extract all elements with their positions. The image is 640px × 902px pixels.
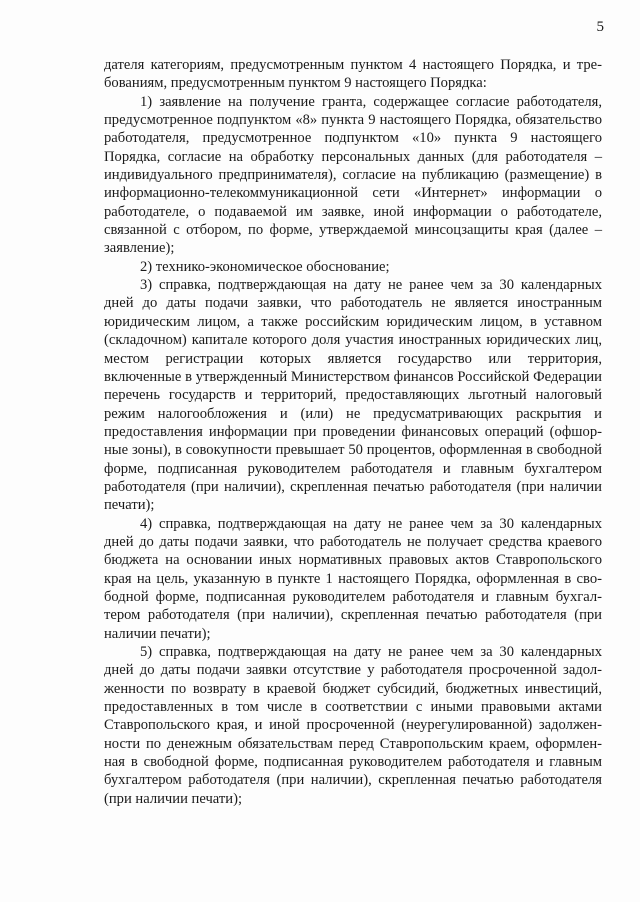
- paragraph-item-4: 4) справка, подтверждающая на дату не ранее чем за 30 календарных дней до даты подачи заявки, что работодатель не получает средства краевого бюджета на основании иных нормативных правовых актов Ставропольского края на цель, указанную в пункте 1 настоящего Порядка, оформленная в свободной форме, подписанная руководителем работодателя и главным бухгалтером работодателя (при наличии), скрепленная печатью работодателя (при наличии печати);: [104, 515, 602, 642]
- paragraph-item-5: 5) справка, подтверждающая на дату не ранее чем за 30 календарных дней до даты подачи заявки отсутствие у работодателя просроченной задолженности по возврату в краевой бюджет субсидий, бюджетных инвестиций, предоставленных в том числе в соответствии с иными правовыми актами Ставропольского края, и иной просроченной (неурегулированной) задолженности по денежным обязательствам перед Ставропольским краем, оформленная в свободной форме, подписанная руководителем работодателя и главным бухгалтером работодателя (при наличии), скрепленная печатью работодателя (при наличии печати);: [104, 644, 602, 807]
- paragraph-continuation: дателя категориям, предусмотренным пунктом 4 настоящего Порядка, и требованиям, предусмотренным пунктом 9 настоящего Порядка:: [104, 57, 602, 92]
- paragraph-item-3: 3) справка, подтверждающая на дату не ранее чем за 30 календарных дней до даты подачи заявки, что работодатель не является иностранным юридическим лицом, а также российским юридическим лицом, в уставном (складочном) капитале которого доля участия иностранных юридических лиц, местом регистрации которых является государство или территория, включенные в утвержденный Министерством финансов Российской Федерации перечень государств и территорий, предоставляющих льготный налоговый режим налогообложения и (или) не предусматривающих раскрытия и предоставления информации при проведении финансовых операций (офшорные зоны), в совокупности превышает 50 процентов, оформленная в свободной форме, подписанная руководителем работодателя и главным бухгалтером работодателя (при наличии), скрепленная печатью работодателя (при наличии печати);: [104, 277, 602, 514]
- page-number: 5: [596, 19, 604, 35]
- document-body: [104, 56, 602, 808]
- paragraph-item-1: 1) заявление на получение гранта, содержащее согласие работодателя, предусмотренное подпунктом «8» пункта 9 настоящего Порядка, обязательство работодателя, предусмотренное подпунктом «10» пункта 9 настоящего Порядка, согласие на обработку персональных данных (для работодателя – индивидуального предпринимателя), согласие на публикацию (размещение) в информационно-телекоммуникационной сети «Интернет» информации о работодателе, о подаваемой им заявке, иной информации о работодателе, связанной с отбором, по форме, утверждаемой минсоцзащиты края (далее – заявление);: [104, 93, 602, 257]
- paragraph-item-2: 2) технико-экономическое обоснование;: [140, 258, 390, 275]
